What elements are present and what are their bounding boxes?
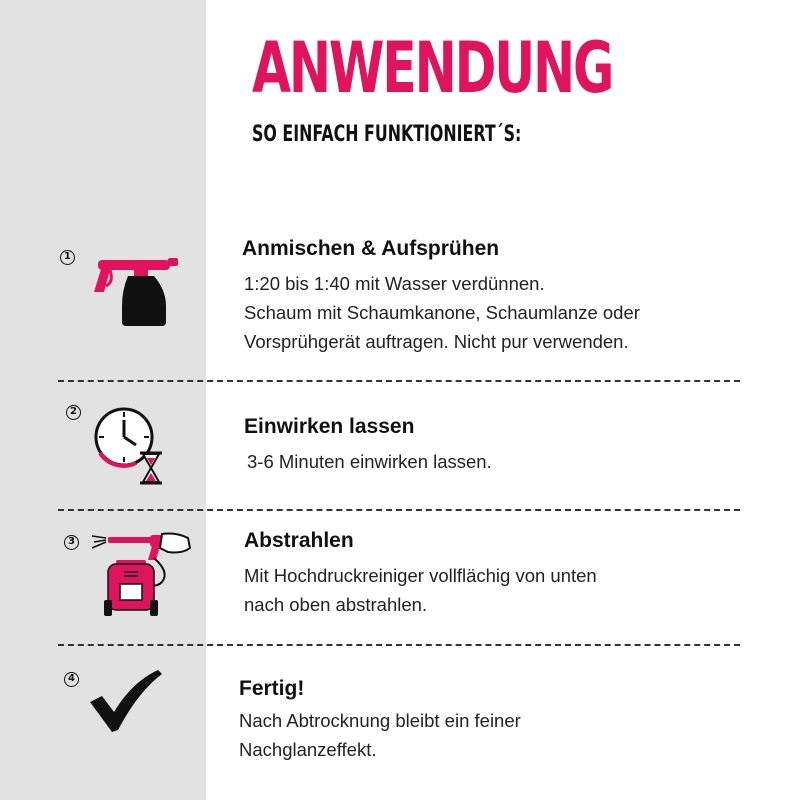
step-4-line-1: Nach Abtrocknung bleibt ein feiner — [239, 710, 521, 731]
step-1-number: 1 — [60, 250, 75, 265]
step-4-line-2: Nachglanzeffekt. — [239, 739, 377, 760]
step-3-line-2: nach oben abstrahlen. — [244, 594, 428, 615]
divider-2 — [58, 509, 740, 511]
step-2-title: Einwirken lassen — [244, 415, 415, 438]
step-1-line-2: Schaum mit Schaumkanone, Schaumlanze oder — [244, 302, 640, 323]
page-title: ANWENDUNG — [252, 27, 613, 109]
step-3-title: Abstrahlen — [244, 529, 354, 552]
divider-3 — [58, 644, 740, 646]
step-2-line-1: 3-6 Minuten einwirken lassen. — [247, 451, 492, 472]
step-4-number: 4 — [64, 672, 79, 687]
divider-1 — [58, 380, 740, 382]
page-subtitle: SO EINFACH FUNKTIONIERT´S: — [252, 122, 522, 147]
checkmark-icon — [88, 668, 164, 734]
step-1-line-1: 1:20 bis 1:40 mit Wasser verdünnen. — [244, 273, 545, 294]
step-1-line-3: Vorsprühgerät auftragen. Nicht pur verwenden. — [244, 331, 629, 352]
step-3-line-1: Mit Hochdruckreiniger vollflächig von unten — [244, 565, 597, 586]
foam-sprayer-icon — [84, 256, 184, 328]
step-3-number: 3 — [64, 535, 79, 550]
pressure-washer-icon — [90, 526, 196, 618]
clock-hourglass-icon — [90, 405, 170, 487]
step-1-title: Anmischen & Aufsprühen — [242, 237, 500, 260]
step-4-title: Fertig! — [239, 677, 305, 700]
step-2-number: 2 — [66, 405, 81, 420]
